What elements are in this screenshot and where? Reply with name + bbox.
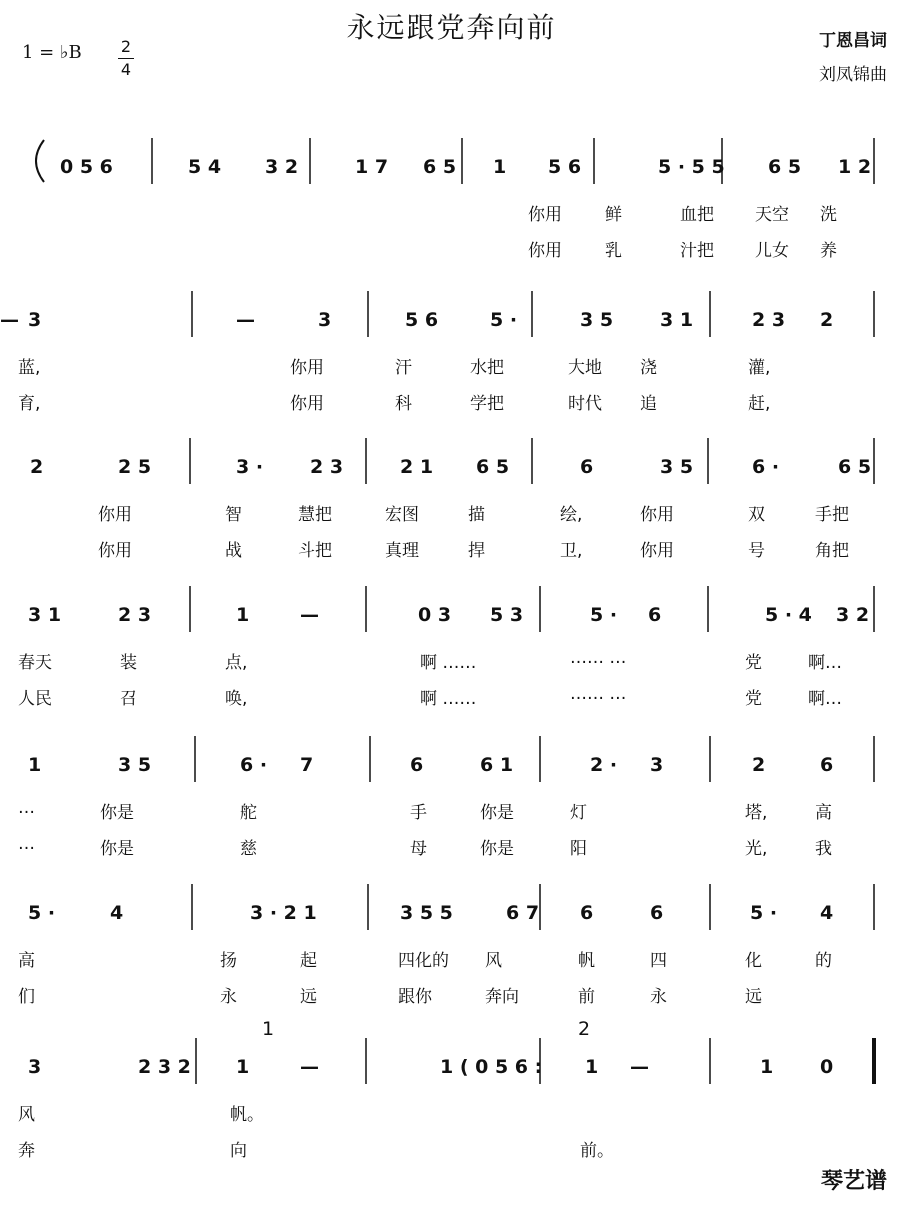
lyric-word: 卫, xyxy=(560,541,583,561)
note-group: 6 xyxy=(650,902,664,924)
lyric-word: 洗 xyxy=(820,205,837,225)
note-group: 6 5 xyxy=(768,156,802,178)
lyric-word: 人民 xyxy=(18,689,52,709)
lyric-verse1 xyxy=(0,500,903,526)
watermark-logo: 琴艺谱 xyxy=(820,1169,887,1194)
lyric-word: 啊… xyxy=(808,653,842,673)
lyric-word: 智 xyxy=(225,505,242,525)
note-group: 3 5 5 xyxy=(400,902,453,924)
note-group: 5 · xyxy=(750,902,778,924)
note-group: 2 xyxy=(820,309,834,331)
lyric-word: 汗 xyxy=(395,358,412,378)
lyric-word: 的 xyxy=(815,951,832,971)
lyric-verse2 xyxy=(0,834,903,860)
lyric-word: 你是 xyxy=(480,803,514,823)
note-group: 1 xyxy=(28,754,42,776)
note-group: 6 · xyxy=(240,754,268,776)
lyric-verse2 xyxy=(0,236,903,262)
lyric-verse2 xyxy=(0,982,903,1008)
lyric-word: 学把 xyxy=(470,394,504,414)
lyric-word: 你用 xyxy=(98,505,132,525)
note-group: 3 xyxy=(318,309,332,331)
lyric-word: 手 xyxy=(410,803,427,823)
note-group: 2 xyxy=(30,456,44,478)
note-group: 6 xyxy=(820,754,834,776)
lyric-word: 起 xyxy=(300,951,317,971)
note-group: 5 · 4 xyxy=(765,604,812,626)
note-group: 1 xyxy=(236,604,250,626)
note-group: 2 · xyxy=(590,754,618,776)
lyric-word: 永 xyxy=(650,987,667,1007)
composer-credit: 刘凤锦曲 xyxy=(819,65,887,85)
lyric-word: 点, xyxy=(225,653,248,673)
lyric-word: 装 xyxy=(120,653,137,673)
note-group: 2 3 2 xyxy=(138,1056,191,1078)
note-group: 1 xyxy=(236,1056,250,1078)
note-group: 2 xyxy=(752,754,766,776)
lyric-word: 春天 xyxy=(18,653,52,673)
lyric-word: 啊… xyxy=(808,689,842,709)
note-group: 6 xyxy=(580,902,594,924)
lyric-word: 你是 xyxy=(100,839,134,859)
lyric-word: 慈 xyxy=(240,839,257,859)
note-group: 5 · 5 5 xyxy=(658,156,725,178)
note-group: 3 5 xyxy=(660,456,694,478)
lyric-word: 你用 xyxy=(528,205,562,225)
lyric-word: 舵 xyxy=(240,803,257,823)
note-group: 6 5 xyxy=(423,156,457,178)
key-signature: 1 = ♭B xyxy=(22,42,82,63)
note-group: 6 1 xyxy=(480,754,514,776)
lyric-word: 育, xyxy=(18,394,41,414)
lyric-verse1 xyxy=(0,353,903,379)
lyric-word: 时代 xyxy=(568,394,602,414)
lyric-word: 科 xyxy=(395,394,412,414)
lyric-word: 手把 xyxy=(815,505,849,525)
note-group: 5 3 xyxy=(490,604,524,626)
lyric-verse2 xyxy=(0,389,903,415)
note-group: 5 4 xyxy=(188,156,222,178)
lyric-word: 召 xyxy=(120,689,137,709)
note-group: 4 xyxy=(820,902,834,924)
lyric-word: 宏图 xyxy=(385,505,419,525)
lyric-word: 党 xyxy=(745,689,762,709)
score-system xyxy=(0,130,903,300)
lyric-word: 化 xyxy=(745,951,762,971)
lyric-verse1 xyxy=(0,200,903,226)
lyric-verse2 xyxy=(0,536,903,562)
lyric-word: 你用 xyxy=(290,394,324,414)
lyric-word: 浇 xyxy=(640,358,657,378)
lyric-word: 你用 xyxy=(528,241,562,261)
lyric-word: … xyxy=(18,834,35,854)
lyric-word: …… … xyxy=(570,684,627,704)
note-group: 6 xyxy=(648,604,662,626)
lyric-verse2 xyxy=(0,1136,903,1162)
note-group: 4 xyxy=(110,902,124,924)
lyric-word: 斗把 xyxy=(298,541,332,561)
lyric-word: 高 xyxy=(18,951,35,971)
note-group: 2 5 xyxy=(118,456,152,478)
note-group: 3 xyxy=(28,1056,42,1078)
note-group: 2 3 xyxy=(752,309,786,331)
lyric-word: 们 xyxy=(18,987,35,1007)
note-group: 1 xyxy=(585,1056,599,1078)
note-group: 5 6 xyxy=(405,309,439,331)
note-group: 0 xyxy=(820,1056,834,1078)
lyric-word: 风 xyxy=(485,951,502,971)
lyric-word: 向 xyxy=(230,1141,247,1161)
note-group: 6 xyxy=(580,456,594,478)
lyric-word: 乳 xyxy=(605,241,622,261)
note-group: — xyxy=(236,309,255,331)
lyric-word: 慧把 xyxy=(298,505,332,525)
lyric-word: 描 xyxy=(468,505,485,525)
note-group: 5 · xyxy=(28,902,56,924)
note-group: — xyxy=(0,309,19,331)
note-group: 2 1 xyxy=(400,456,434,478)
note-group: 1 xyxy=(493,156,507,178)
note-group: 0 5 6 xyxy=(60,156,113,178)
note-group: 3 · 2 1 xyxy=(250,902,317,924)
lyric-word: 你用 xyxy=(640,505,674,525)
lyric-word: 前 xyxy=(578,987,595,1007)
note-group: 1 xyxy=(760,1056,774,1078)
lyric-word: 你用 xyxy=(98,541,132,561)
lyric-word: 真理 xyxy=(385,541,419,561)
note-group: 1 7 xyxy=(355,156,389,178)
lyric-verse1 xyxy=(0,1100,903,1126)
score-system xyxy=(0,430,903,600)
lyric-word: 鲜 xyxy=(605,205,622,225)
note-group: 1 ( 0 5 6 : xyxy=(440,1056,543,1078)
lyric-word: 大地 xyxy=(568,358,602,378)
lyric-word: 赶, xyxy=(748,394,771,414)
time-signature xyxy=(118,38,134,79)
note-group: 3 2 xyxy=(836,604,870,626)
note-group: 3 5 xyxy=(118,754,152,776)
lyric-word: 扬 xyxy=(220,951,237,971)
lyric-word: … xyxy=(18,798,35,818)
score-system xyxy=(0,1018,903,1200)
lyricist-credit: 丁恩昌词 xyxy=(819,31,887,51)
note-group: 3 · xyxy=(236,456,264,478)
lyric-word: 帆 xyxy=(578,951,595,971)
note-group: 5 6 xyxy=(548,156,582,178)
lyric-word: 远 xyxy=(300,987,317,1007)
lyric-word: 我 xyxy=(815,839,832,859)
song-title: 永远跟党奔向前 xyxy=(346,11,557,44)
note-group: 6 5 xyxy=(838,456,872,478)
note-group: — xyxy=(300,604,319,626)
lyric-word: 帆。 xyxy=(230,1105,264,1125)
meter-top: 2 xyxy=(120,37,132,56)
note-group: 3 xyxy=(650,754,664,776)
note-group: 3 5 xyxy=(580,309,614,331)
lyric-word: 塔, xyxy=(745,803,768,823)
note-group: 5 · xyxy=(490,309,518,331)
lyric-word: 天空 xyxy=(755,205,789,225)
lyric-word: 四 xyxy=(650,951,667,971)
lyric-word: 母 xyxy=(410,839,427,859)
lyric-verse1 xyxy=(0,648,903,674)
lyric-word: 阳 xyxy=(570,839,587,859)
open-paren xyxy=(36,140,44,182)
note-group: 3 1 xyxy=(660,309,694,331)
lyric-word: 跟你 xyxy=(398,987,432,1007)
lyric-word: 战 xyxy=(225,541,242,561)
lyric-word: 捍 xyxy=(468,541,485,561)
lyric-word: 永 xyxy=(220,987,237,1007)
first-ending-mark: 1 xyxy=(262,1018,275,1040)
lyric-word: 灌, xyxy=(748,358,771,378)
meter-bottom: 4 xyxy=(120,60,132,79)
lyric-word: 啊 …… xyxy=(420,689,477,709)
lyric-word: 儿女 xyxy=(755,241,789,261)
lyric-word: 追 xyxy=(640,394,657,414)
second-ending-mark: 2 xyxy=(578,1018,591,1040)
note-group: 0 3 xyxy=(418,604,452,626)
lyric-word: 啊 …… xyxy=(420,653,477,673)
lyric-word: 四化的 xyxy=(398,951,449,971)
note-group: 5 · xyxy=(590,604,618,626)
note-group: 1 2 xyxy=(838,156,872,178)
note-group: 3 xyxy=(28,309,42,331)
lyric-word: …… … xyxy=(570,648,627,668)
lyric-word: 高 xyxy=(815,803,832,823)
lyric-word: 光, xyxy=(745,839,768,859)
lyric-word: 角把 xyxy=(815,541,849,561)
note-group: 2 3 xyxy=(310,456,344,478)
lyric-verse1 xyxy=(0,946,903,972)
lyric-word: 唤, xyxy=(225,689,248,709)
score-system xyxy=(0,876,903,1046)
lyric-verse1 xyxy=(0,798,903,824)
note-group: 2 3 xyxy=(118,604,152,626)
lyric-word: 蓝, xyxy=(18,358,41,378)
lyric-word: 汁把 xyxy=(680,241,714,261)
lyric-word: 号 xyxy=(748,541,765,561)
note-group: 6 7 xyxy=(506,902,540,924)
lyric-word: 水把 xyxy=(470,358,504,378)
lyric-word: 风 xyxy=(18,1105,35,1125)
lyric-word: 绘, xyxy=(560,505,583,525)
score-system xyxy=(0,283,903,453)
note-group: 6 5 xyxy=(476,456,510,478)
lyric-word: 前。 xyxy=(580,1141,614,1161)
lyric-word: 你是 xyxy=(100,803,134,823)
lyric-verse2 xyxy=(0,684,903,710)
note-group: 6 xyxy=(410,754,424,776)
note-group: 7 xyxy=(300,754,314,776)
note-group: 3 1 xyxy=(28,604,62,626)
lyric-word: 党 xyxy=(745,653,762,673)
note-group: — xyxy=(630,1056,649,1078)
lyric-word: 奔 xyxy=(18,1141,35,1161)
lyric-word: 远 xyxy=(745,987,762,1007)
lyric-word: 你用 xyxy=(290,358,324,378)
note-group: 6 · xyxy=(752,456,780,478)
score-system xyxy=(0,578,903,748)
lyric-word: 灯 xyxy=(570,803,587,823)
lyric-word: 奔向 xyxy=(485,987,519,1007)
lyric-word: 血把 xyxy=(680,205,714,225)
lyric-word: 养 xyxy=(820,241,837,261)
lyric-word: 你用 xyxy=(640,541,674,561)
note-group: 3 2 xyxy=(265,156,299,178)
lyric-word: 双 xyxy=(748,505,765,525)
score-system xyxy=(0,728,903,898)
lyric-word: 你是 xyxy=(480,839,514,859)
note-group: — xyxy=(300,1056,319,1078)
